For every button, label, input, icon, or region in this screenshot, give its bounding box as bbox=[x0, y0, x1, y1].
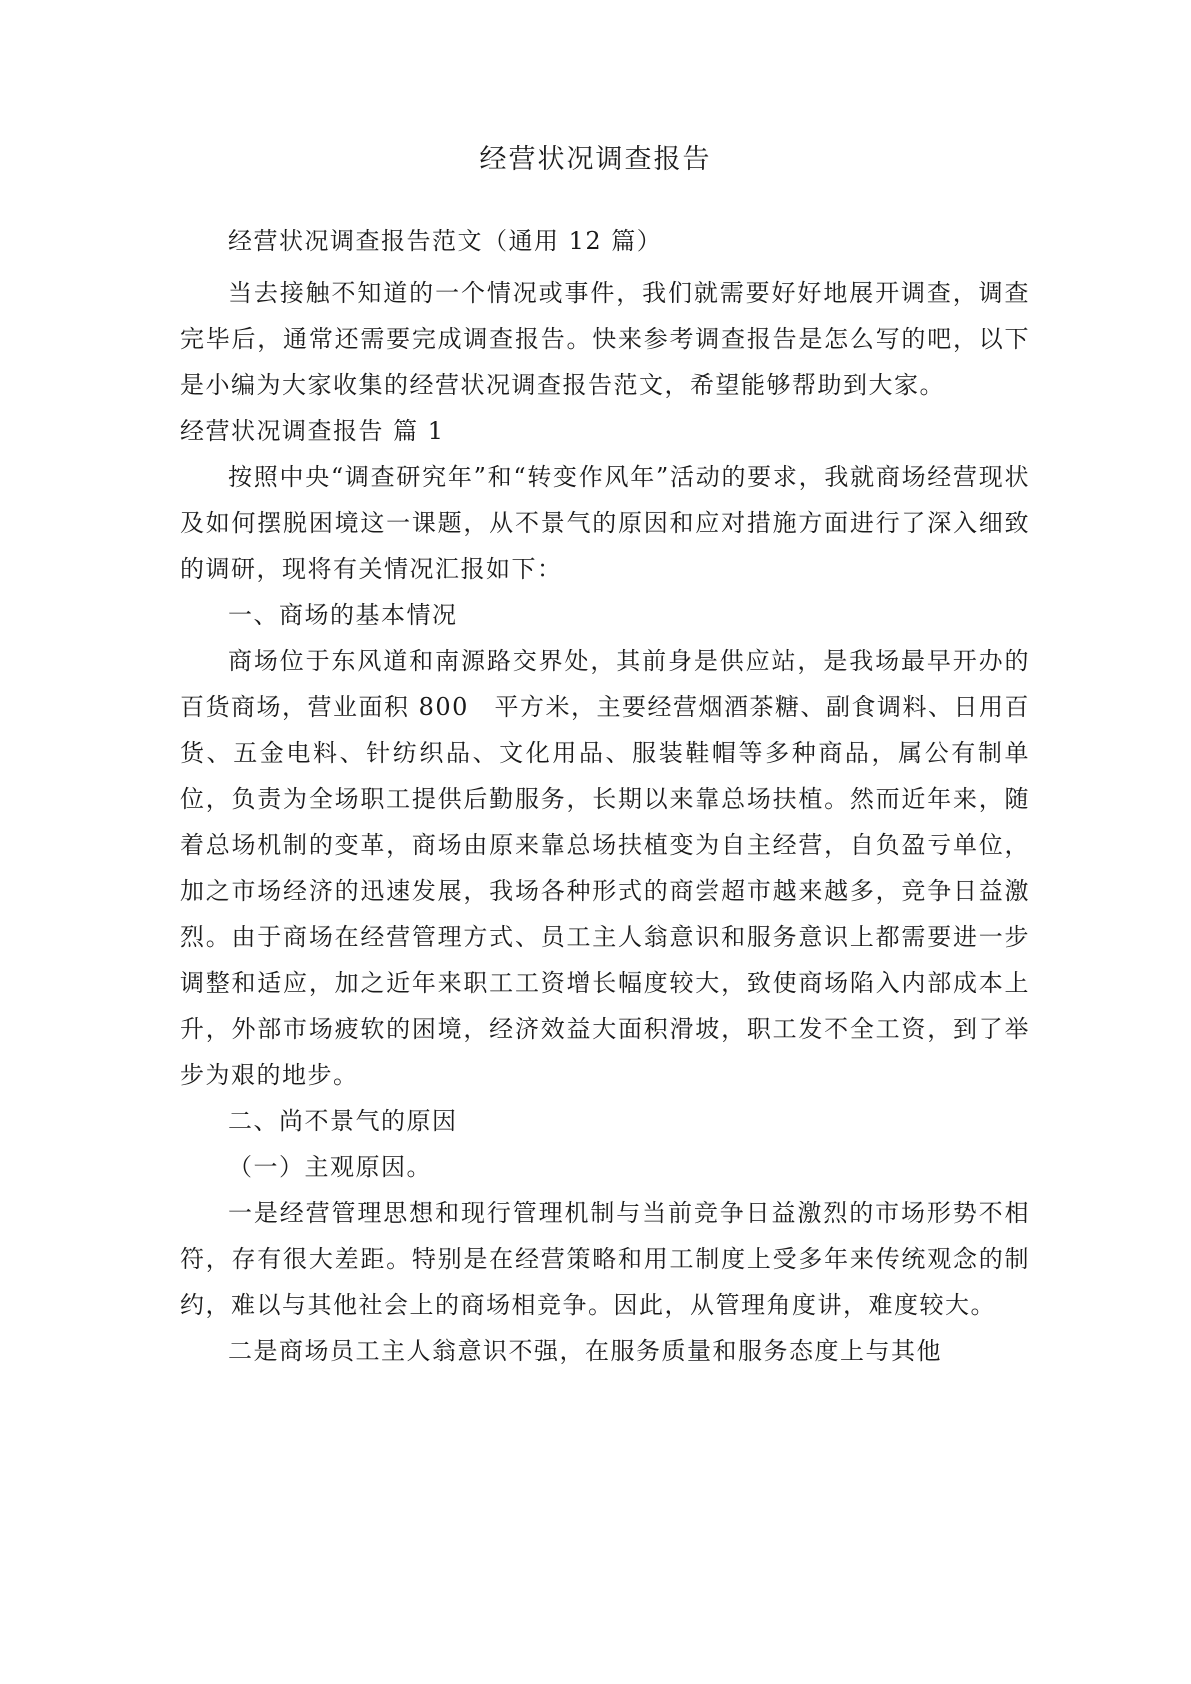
paragraph-4: 二是商场员工主人翁意识不强，在服务质量和服务态度上与其他 bbox=[228, 1337, 942, 1365]
heading-reasons: 二、尚不景气的原因 bbox=[228, 1107, 458, 1135]
section-heading: 经营状况调查报告 篇 1 bbox=[180, 417, 445, 445]
paragraph-2: 商场位于东风道和南源路交界处，其前身是供应站，是我场最早开办的百货商场，营业面积 800 平方米，主要经营烟酒茶糖、副食调料、日用百货、五金电料、针纺织品、文化用品、服装鞋帽等多种商品，属公有制单位，负责为全场职工提供后勤服务，长期以来靠总场扶植。然而近年来，随着总场机制的变革，商场由原来靠总场扶植变为自主经营，自负盈亏单位，加之市场经济的迅速发展，我场各种形式的商尝超市越来越多，竞争日益激烈。由于商场在经营管理方式、员工主人翁意识和服务意识上都需要进一步调整和适应，加之近年来职工工资增长幅度较大，致使商场陷入内部成本上升，外部市场疲软的困境，经济效益大面积滑坡，职工发不全工资，到了举步为艰的地步。 bbox=[180, 647, 1030, 1089]
document-title: 经营状况调查报告 bbox=[479, 144, 712, 175]
heading-subjective-reasons: （一）主观原因。 bbox=[228, 1153, 432, 1181]
document-subtitle: 经营状况调查报告范文（通用 12 篇） bbox=[228, 227, 663, 255]
document-body bbox=[180, 218, 1030, 1374]
heading-basic-situation: 一、商场的基本情况 bbox=[228, 601, 458, 629]
paragraph-1: 按照中央“调查研究年”和“转变作风年”活动的要求，我就商场经营现状及如何摆脱困境这一课题，从不景气的原因和应对措施方面进行了深入细致的调研，现将有关情况汇报如下： bbox=[180, 463, 1030, 583]
intro-paragraph: 当去接触不知道的一个情况或事件，我们就需要好好地展开调查，调查完毕后，通常还需要完成调查报告。快来参考调查报告是怎么写的吧，以下是小编为大家收集的经营状况调查报告范文，希望能够帮助到大家。 bbox=[180, 279, 1030, 399]
paragraph-3: 一是经营管理思想和现行管理机制与当前竞争日益激烈的市场形势不相符，存有很大差距。特别是在经营策略和用工制度上受多年来传统观念的制约，难以与其他社会上的商场相竞争。因此，从管理角度讲，难度较大。 bbox=[180, 1199, 1030, 1319]
